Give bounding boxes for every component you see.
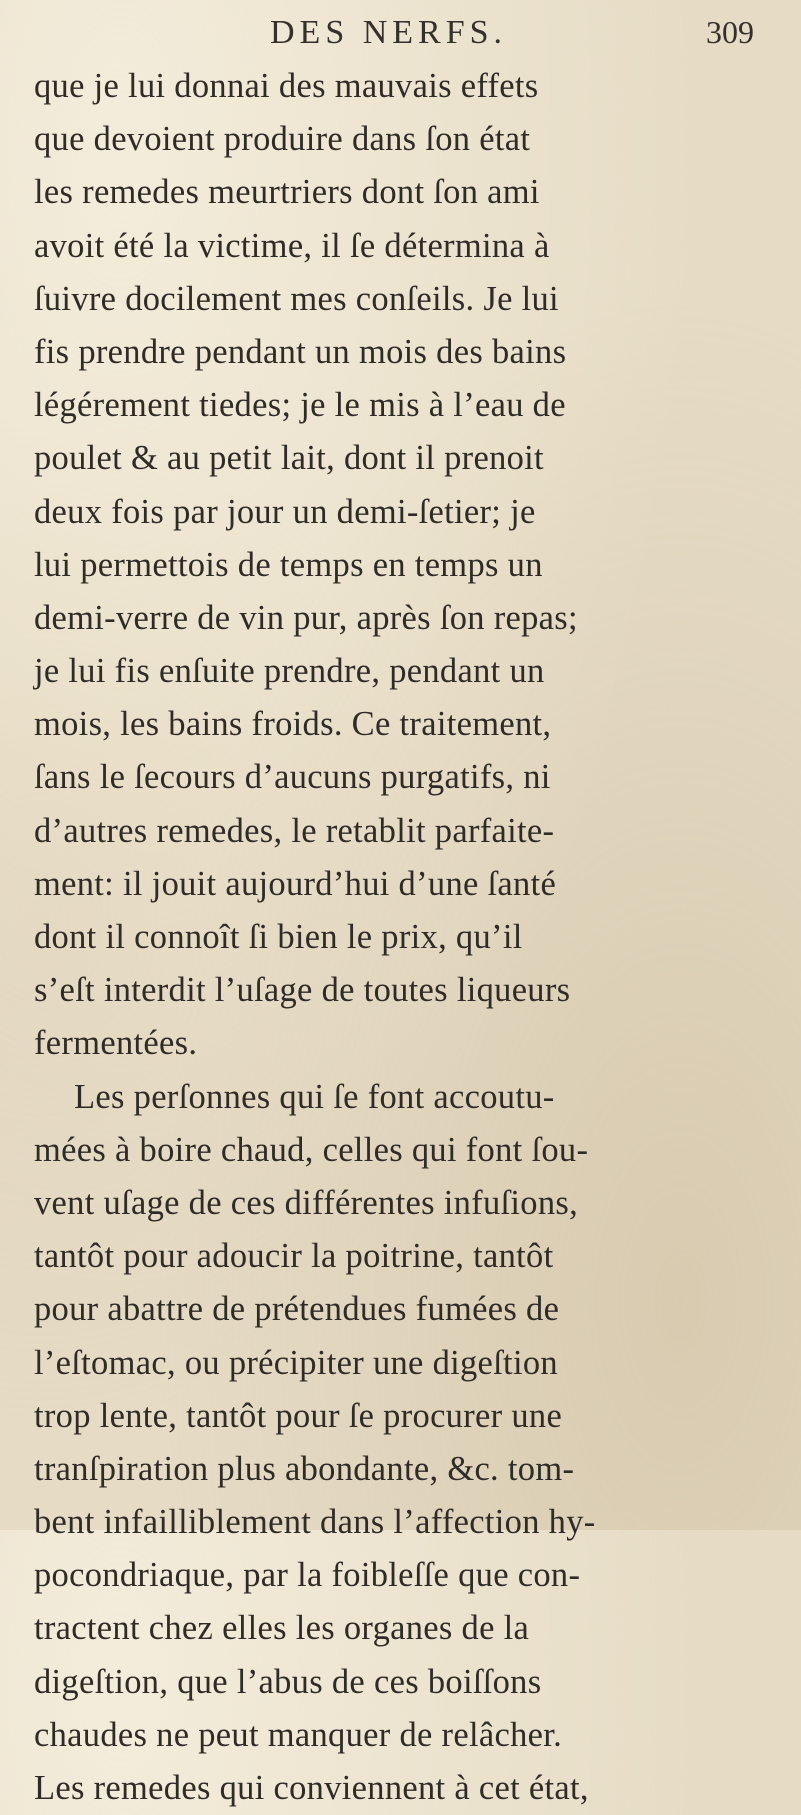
text-line: tractent chez elles les organes de la [34, 1609, 530, 1648]
body-text [34, 60, 774, 1815]
text-line: s’eſt interdit l’uſage de toutes liqueurs [34, 971, 571, 1010]
text-line: que devoient produire dans ſon état [34, 120, 531, 159]
text-line: dont il connoît ſi bien le prix, qu’il [34, 918, 523, 956]
text-line: trop lente, tantôt pour ſe procurer une [34, 1396, 563, 1435]
text-line: ſans le ſecours d’aucuns purgatifs, ni [34, 758, 551, 797]
text-line: que je lui donnai des mauvais effets [34, 67, 539, 105]
text-line: demi-verre de vin pur, après ſon repas; [34, 598, 578, 637]
running-head-title: DES NERFS. [270, 14, 508, 51]
text-line: fermentées. [34, 1024, 198, 1063]
text-line: deux fois par jour un demi-ſetier; je [34, 492, 536, 531]
text-line: les remedes meurtriers dont ſon ami [34, 173, 540, 212]
text-line: chaudes ne peut manquer de relâcher. [34, 1715, 563, 1754]
text-line: tranſpiration plus abondante, &c. tom- [34, 1449, 575, 1488]
text-line: tantôt pour adoucir la poitrine, tantôt [34, 1237, 554, 1276]
running-head [0, 10, 801, 62]
text-line: ment: il jouit aujourd’hui d’une ſanté [34, 864, 557, 903]
text-line: mois, les bains froids. Ce traitement, [34, 705, 552, 744]
text-line: bent infailliblement dans l’affection hy- [34, 1503, 596, 1542]
text-line: ſuivre docilement mes conſeils. Je lui [34, 279, 559, 318]
text-line: l’eſtomac, ou précipiter une digeſtion [34, 1343, 558, 1382]
text-line: digeſtion, que l’abus de ces boiſſons [34, 1662, 542, 1701]
text-line: d’autres remedes, le retablit parfaite- [34, 811, 555, 850]
text-line: vent uſage de ces différentes infuſions, [34, 1183, 579, 1222]
text-line: Les remedes qui conviennent à cet état, [34, 1769, 589, 1807]
text-line: lui permettois de temps en temps un [34, 545, 543, 584]
text-line: poulet & au petit lait, dont il prenoit [34, 439, 544, 478]
page-number: 309 [706, 14, 754, 50]
text-line: mées à boire chaud, celles qui font ſou- [34, 1130, 589, 1169]
paragraph-start-line: Les perſonnes qui ſe font accoutu- [74, 1077, 555, 1116]
text-line: fis prendre pendant un mois des bains [34, 332, 567, 371]
text-line: je lui fis enſuite prendre, pendant un [34, 652, 545, 691]
text-line: pour abattre de prétendues fumées de [34, 1290, 560, 1329]
text-line: pocondriaque, par la foibleſſe que con- [34, 1556, 581, 1595]
text-line: avoit été la victime, il ſe détermina à [34, 226, 550, 265]
text-line: légérement tiedes; je le mis à l’eau de [34, 386, 566, 425]
